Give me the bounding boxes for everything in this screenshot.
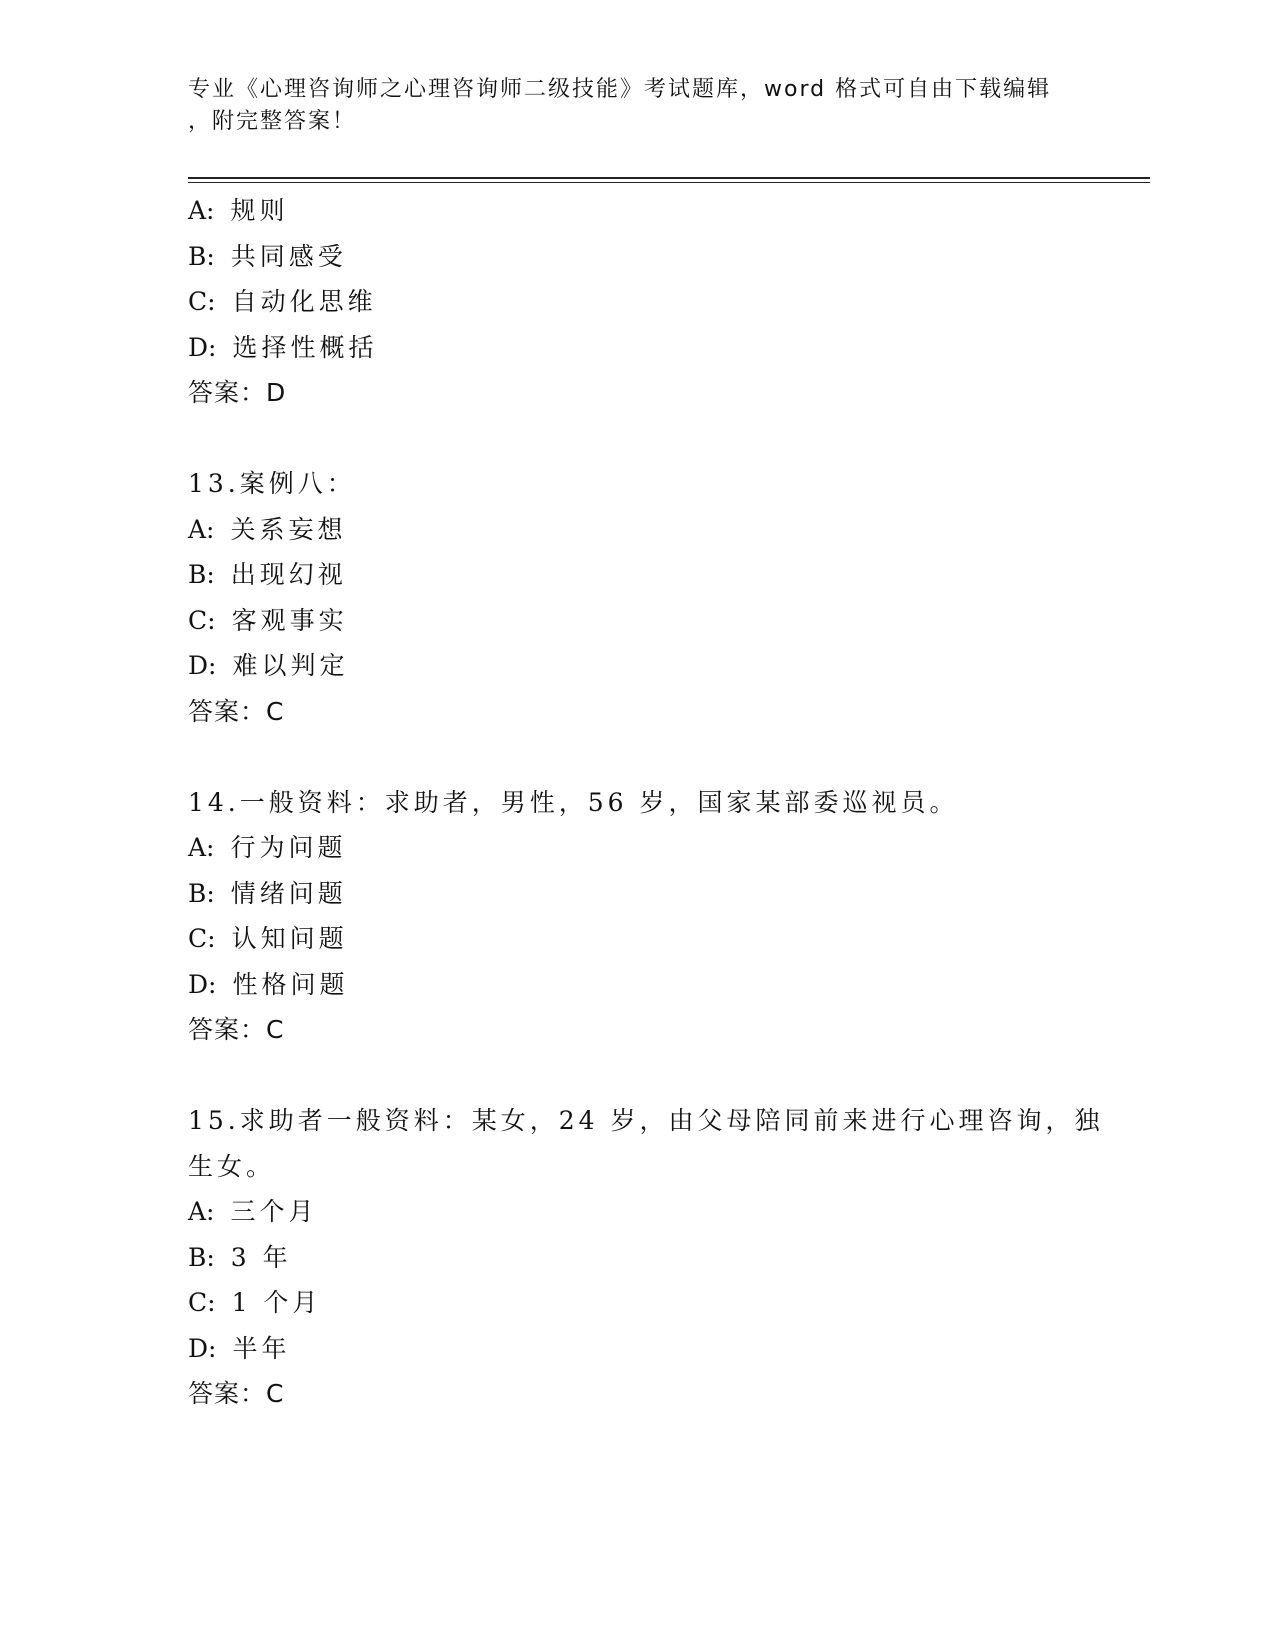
- header-divider-bottom: [188, 182, 1150, 183]
- spacer: [188, 416, 1108, 462]
- question-stem-line-1: 15.求助者一般资料：某女，24 岁，由父母陪同前来进行心理咨询，独: [188, 1106, 1104, 1135]
- option-b: B: 情绪问题: [188, 878, 347, 908]
- answer: 答案：C: [188, 1379, 285, 1408]
- option-d: D: 性格问题: [188, 969, 349, 999]
- answer: 答案：D: [188, 378, 287, 407]
- question-list: [188, 188, 1108, 1417]
- option-c: C: 客观事实: [188, 605, 348, 635]
- option-c: C: 认知问题: [188, 924, 348, 953]
- question-stem-line-2: 生女。: [188, 1151, 276, 1181]
- option-b: B: 共同感受: [188, 241, 347, 271]
- header-divider-top: [188, 177, 1150, 179]
- header-line-1: 专业《心理咨询师之心理咨询师二级技能》考试题库，word 格式可自由下载编辑: [188, 77, 1052, 102]
- option-a: A: 行为问题: [188, 833, 347, 862]
- spacer: [188, 734, 1108, 780]
- document-header: [188, 74, 1068, 138]
- option-d: D: 选择性概括: [188, 332, 378, 362]
- question-12: [188, 188, 1108, 416]
- option-b: B: 3 年: [188, 1242, 292, 1272]
- option-d: D: 难以判定: [188, 651, 349, 680]
- header-line-2: ，附完整答案！: [188, 109, 357, 134]
- answer: 答案：C: [188, 1015, 285, 1044]
- spacer: [188, 1053, 1108, 1099]
- question-15: [188, 1098, 1108, 1417]
- question-stem: 13.案例八：: [188, 469, 356, 498]
- option-a: A: 规则: [188, 196, 289, 225]
- option-d: D: 半年: [188, 1333, 291, 1363]
- question-14: [188, 780, 1108, 1053]
- option-c: C: 1 个月: [188, 1288, 322, 1317]
- question-13: [188, 461, 1108, 734]
- answer: 答案：C: [188, 696, 285, 726]
- question-stem: 14.一般资料：求助者，男性，56 岁，国家某部委巡视员。: [188, 787, 959, 817]
- option-a: A: 关系妄想: [188, 514, 347, 544]
- option-c: C: 自动化思维: [188, 287, 377, 316]
- option-a: A: 三个月: [188, 1197, 318, 1226]
- option-b: B: 出现幻视: [188, 560, 347, 589]
